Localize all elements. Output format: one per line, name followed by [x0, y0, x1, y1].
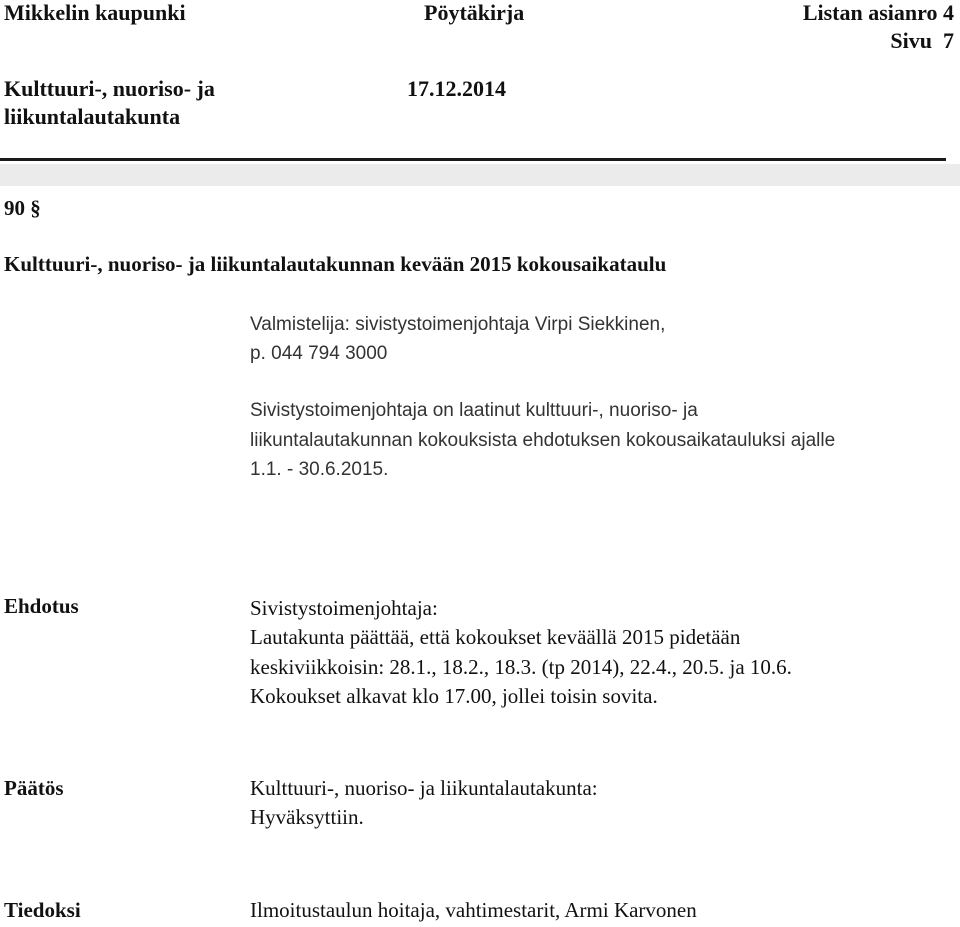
- section-title: Kulttuuri-, nuoriso- ja liikuntalautakunnan kevään 2015 kokousaikataulu: [4, 252, 667, 276]
- preparer-line2: p. 044 794 3000: [250, 343, 388, 364]
- preparer-line1: Valmistelija: sivistystoimenjohtaja Virpi Siekkinen,: [250, 314, 666, 335]
- proposal-label: Ehdotus: [4, 594, 79, 618]
- proposal-line4: Kokoukset alkavat klo 17.00, jollei toisin sovita.: [250, 684, 658, 708]
- decision-line1: Kulttuuri-, nuoriso- ja liikuntalautakunta:: [250, 776, 598, 800]
- notify-line1: Ilmoitustaulun hoitaja, vahtimestarit, Armi Karvonen: [250, 898, 697, 922]
- description-line3: 1.1. - 30.6.2015.: [250, 459, 389, 480]
- proposal-line3: keskiviikkoisin: 28.1., 18.2., 18.3. (tp 2014), 22.4., 20.5. ja 10.6.: [250, 655, 792, 679]
- doc-type: Pöytäkirja: [424, 0, 525, 25]
- committee-name-line1: Kulttuuri-, nuoriso- ja: [4, 76, 215, 101]
- proposal-line1: Sivistystoimenjohtaja:: [250, 596, 438, 620]
- section-number: 90 §: [4, 196, 41, 220]
- org-name: Mikkelin kaupunki: [4, 0, 186, 25]
- notify-label: Tiedoksi: [4, 898, 81, 922]
- header-shade: [0, 164, 960, 186]
- proposal-line2: Lautakunta päättää, että kokoukset keväällä 2015 pidetään: [250, 625, 741, 649]
- header-divider: [0, 158, 946, 161]
- decision-label: Päätös: [4, 776, 64, 800]
- decision-line2: Hyväksyttiin.: [250, 805, 364, 829]
- description-line2: liikuntalautakunnan kokouksista ehdotuksen kokousaikatauluksi ajalle: [250, 430, 836, 451]
- list-item-number: Listan asianro 4: [802, 0, 954, 25]
- page-number: Sivu 7: [890, 28, 954, 53]
- description-line1: Sivistystoimenjohtaja on laatinut kulttuuri-, nuoriso- ja: [250, 400, 698, 421]
- committee-name-line2: liikuntalautakunta: [4, 104, 181, 129]
- meeting-date: 17.12.2014: [407, 76, 506, 101]
